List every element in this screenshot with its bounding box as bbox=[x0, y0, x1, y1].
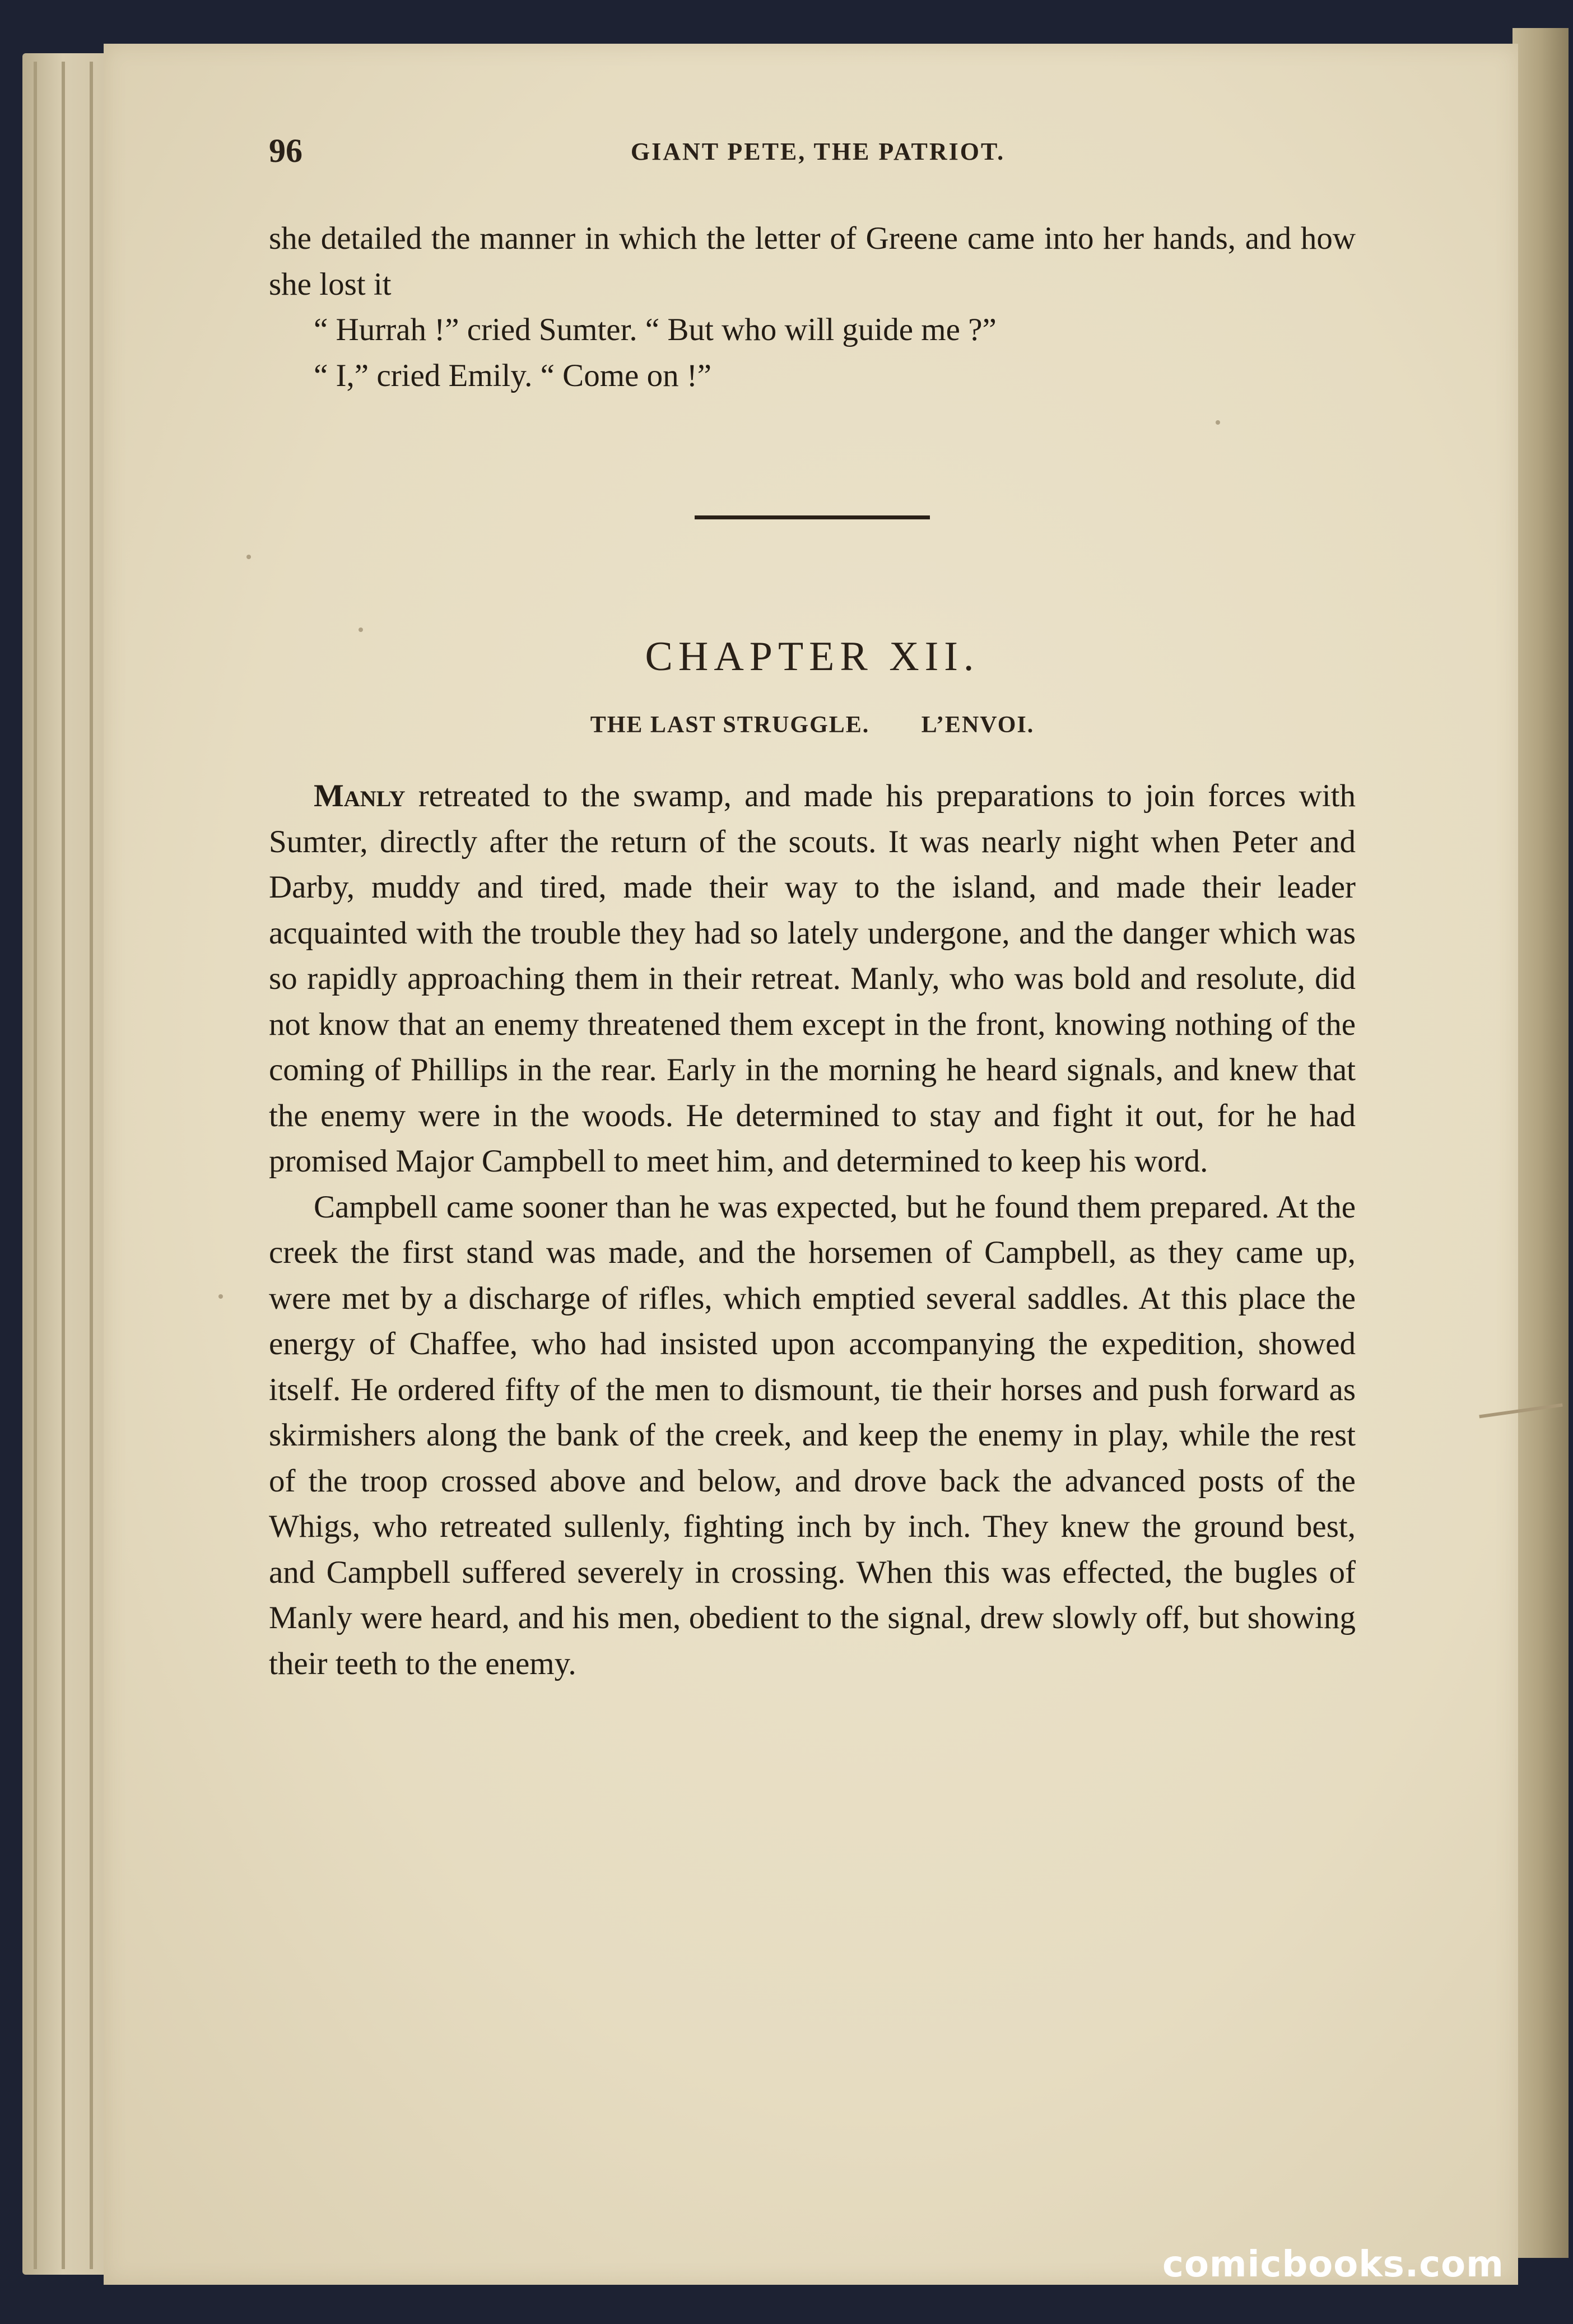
page-edge-line bbox=[90, 62, 93, 2269]
dialogue-line: “ I,” cried Emily. “ Come on !” bbox=[314, 357, 712, 393]
paper-speck bbox=[246, 555, 251, 559]
paper-speck bbox=[1216, 420, 1220, 425]
chapter-subtitle bbox=[269, 712, 1356, 738]
book-spine-edge bbox=[1513, 28, 1569, 2258]
lead-text bbox=[269, 216, 1356, 398]
section-divider bbox=[695, 515, 930, 519]
chapter-title: CHAPTER XII. bbox=[645, 634, 980, 680]
lead-paragraph: she detailed the manner in which the letter of Greene came into her hands, and how she lost it bbox=[269, 221, 1356, 302]
page-number: 96 bbox=[269, 132, 302, 169]
body-paragraph bbox=[269, 773, 1356, 1184]
paper-speck bbox=[218, 1294, 223, 1299]
paragraph-text: retreated to the swamp, and made his preparations to join forces with Sumter, directly after the return of the scouts. It was nearly night when Peter and Darby, muddy and tired, made their way to the island, and made their leader acquainted with the trouble they had so lately undergone, and the danger which was so rapidly approaching them in their retreat. Manly, who was bold and resolute, did not know that an enemy threatened them except in the front, knowing nothing of the coming of Phillips in the rear. Early in the morning he heard signals, and knew that the enemy were in the woods. He determined to stay and fight it out, for he had promised Major Campbell to meet him, and determined to keep his word. bbox=[269, 778, 1356, 1179]
page-edge-line bbox=[34, 62, 37, 2269]
page-edge-line bbox=[62, 62, 65, 2269]
paper-speck bbox=[359, 628, 363, 632]
watermark: comicbooks.com bbox=[1162, 2244, 1504, 2285]
chapter-subtitle-part: THE LAST STRUGGLE. bbox=[590, 712, 870, 738]
dialogue-line: “ Hurrah !” cried Sumter. “ But who will guide me ?” bbox=[314, 312, 997, 347]
body-paragraph: Campbell came sooner than he was expected, but he found them prepared. At the creek the first stand was made, and the horsemen of Campbell, as they came up, were met by a discharge of rifles, which emptied several saddles. At this place the energy of Chaffee, who had insisted upon accompanying the expedition, showed itself. He ordered fifty of the men to dismount, tie their horses and push forward as skirmishers along the bank of the creek, and keep the enemy in play, while the rest of the troop crossed above and below, and drove back the advanced posts of the Whigs, who retreated sullenly, fighting inch by inch. They knew the ground best, and Campbell suffered severely in crossing. When this was effected, the bugles of Manly were heard, and his men, obedient to the signal, drew slowly off, but showing their teeth to the enemy. bbox=[269, 1189, 1356, 1681]
running-header bbox=[269, 132, 1367, 171]
drop-word: Manly bbox=[314, 778, 406, 814]
chapter-body bbox=[269, 773, 1356, 1686]
running-title: GIANT PETE, THE PATRIOT. bbox=[630, 138, 1006, 165]
chapter-subtitle-part: L’ENVOI. bbox=[921, 712, 1035, 738]
